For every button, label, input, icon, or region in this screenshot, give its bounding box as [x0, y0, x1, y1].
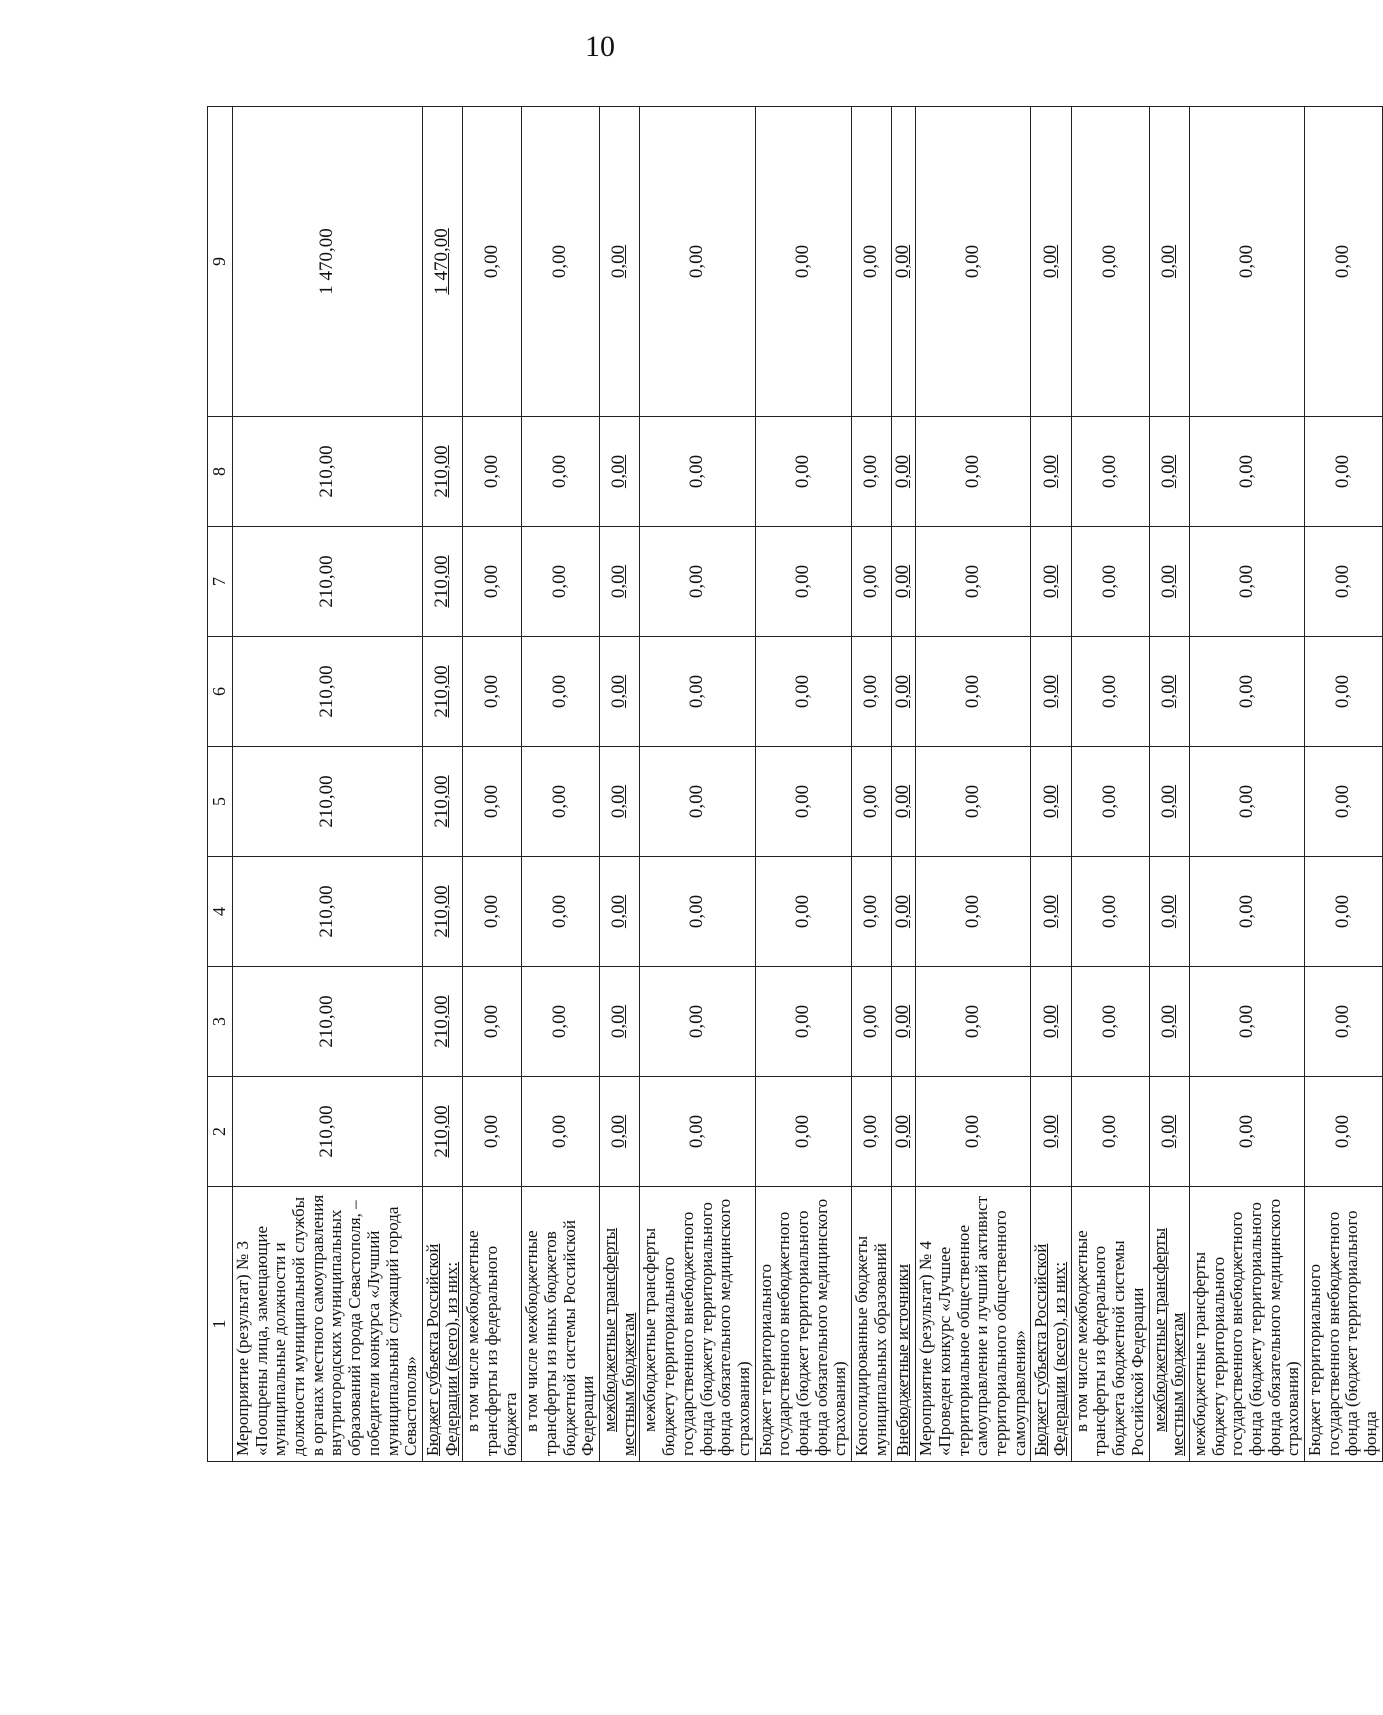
value-cell	[600, 637, 640, 747]
value-text: 0,00	[686, 564, 708, 599]
column-header: 4	[208, 857, 233, 967]
value-cell	[755, 1077, 851, 1187]
header-row	[208, 107, 233, 1462]
value-text: 0,00	[860, 244, 882, 279]
value-cell	[892, 967, 916, 1077]
value-cell	[852, 417, 892, 527]
value-text: 0,00	[1331, 1114, 1353, 1149]
value-cell	[1189, 527, 1304, 637]
value-cell	[1189, 1077, 1304, 1187]
table-row	[463, 107, 522, 1462]
value-cell	[852, 857, 892, 967]
value-text: 210,00	[315, 1105, 337, 1158]
value-cell	[640, 107, 755, 417]
column-header: 1	[208, 1187, 233, 1462]
table-row	[600, 107, 640, 1462]
value-text: 0,00	[549, 454, 571, 489]
row-label-text: Бюджет субъекта Российской Федерации (всего), из них:	[1031, 1243, 1070, 1456]
value-text: 0,00	[961, 1004, 983, 1039]
value-cell	[422, 857, 462, 967]
value-text: 0,00	[480, 564, 502, 599]
table-row	[1071, 107, 1149, 1462]
row-label-text: в том числе межбюджетные трансферты из федерального бюджета	[463, 1230, 520, 1456]
value-text: 0,00	[1157, 1114, 1179, 1149]
budget-table-rotated	[207, 107, 1381, 1462]
value-text: 0,00	[1235, 1004, 1257, 1039]
value-cell	[852, 637, 892, 747]
value-text: 0,00	[1098, 894, 1120, 929]
value-text: 210,00	[431, 445, 453, 498]
value-text: 0,00	[1039, 784, 1061, 819]
value-text: 0,00	[549, 674, 571, 709]
value-text: 0,00	[791, 454, 813, 489]
value-text: 0,00	[1331, 894, 1353, 929]
value-cell	[892, 1077, 916, 1187]
value-cell	[600, 107, 640, 417]
value-text: 0,00	[1157, 1004, 1179, 1039]
value-cell	[1189, 747, 1304, 857]
value-text: 210,00	[431, 555, 453, 608]
row-label	[600, 1187, 640, 1462]
value-cell	[233, 417, 423, 527]
value-cell	[852, 107, 892, 417]
value-cell	[1305, 417, 1383, 527]
value-cell	[1189, 637, 1304, 747]
value-text: 0,00	[549, 1114, 571, 1149]
row-label-text: межбюджетные трансферты местным бюджетам	[1149, 1228, 1188, 1456]
value-cell	[892, 637, 916, 747]
value-cell	[1149, 1077, 1189, 1187]
value-text: 210,00	[431, 1105, 453, 1158]
value-text: 0,00	[892, 564, 914, 599]
row-label	[1071, 1187, 1149, 1462]
value-cell	[1071, 637, 1149, 747]
value-text: 0,00	[549, 1004, 571, 1039]
value-cell	[463, 107, 522, 417]
row-label-text: Мероприятие (результат) № 4 «Проведен конкурс «Лучшее территориальное общественное самоуправление и лучший активист территориального общественного самоуправления»	[916, 1196, 1029, 1456]
value-text: 0,00	[1098, 244, 1120, 279]
table-row	[233, 107, 423, 1462]
value-text: 0,00	[1098, 564, 1120, 599]
value-cell	[1031, 747, 1071, 857]
value-cell	[1071, 967, 1149, 1077]
value-cell	[463, 417, 522, 527]
value-cell	[1071, 417, 1149, 527]
row-label-text: Мероприятие (результат) № 3 «Поощрены лица, замещающие муниципальные должности и должности муниципальной службы в органах местного самоуправления внутригородских муниципальных образований города Севастополя, – победители конкурса «Лучший муниципальный служащий города Севастополя»	[233, 1194, 421, 1456]
value-text: 0,00	[1157, 784, 1179, 819]
table-row	[1189, 107, 1304, 1462]
value-text: 0,00	[1098, 784, 1120, 819]
value-text: 0,00	[686, 674, 708, 709]
value-cell	[600, 527, 640, 637]
value-cell	[463, 637, 522, 747]
value-cell	[640, 967, 755, 1077]
value-text: 210,00	[315, 555, 337, 608]
value-text: 0,00	[961, 784, 983, 819]
value-cell	[640, 637, 755, 747]
table-row	[522, 107, 600, 1462]
table-row	[852, 107, 892, 1462]
value-cell	[1031, 637, 1071, 747]
value-text: 0,00	[480, 784, 502, 819]
column-header: 3	[208, 967, 233, 1077]
value-cell	[1189, 967, 1304, 1077]
value-cell	[852, 747, 892, 857]
value-cell	[1305, 967, 1383, 1077]
value-cell	[233, 1077, 423, 1187]
table-body	[233, 107, 1383, 1462]
row-label-text: Бюджет территориального государственного внебюджетного фонда (бюджет территориального фонда	[1305, 1210, 1381, 1456]
column-header: 8	[208, 417, 233, 527]
value-text: 0,00	[892, 674, 914, 709]
value-cell	[1031, 107, 1071, 417]
value-cell	[640, 1077, 755, 1187]
value-text: 210,00	[315, 775, 337, 828]
value-text: 0,00	[686, 894, 708, 929]
value-cell	[1031, 1077, 1071, 1187]
value-text: 210,00	[431, 665, 453, 718]
value-cell	[233, 637, 423, 747]
value-text: 0,00	[480, 1114, 502, 1149]
value-cell	[233, 527, 423, 637]
value-cell	[600, 747, 640, 857]
value-cell	[916, 527, 1031, 637]
value-text: 0,00	[1039, 454, 1061, 489]
value-text: 0,00	[1331, 564, 1353, 599]
value-cell	[522, 107, 600, 417]
value-cell	[640, 857, 755, 967]
value-cell	[522, 967, 600, 1077]
table-row	[1031, 107, 1071, 1462]
value-cell	[1305, 637, 1383, 747]
value-cell	[1031, 967, 1071, 1077]
value-text: 0,00	[549, 244, 571, 279]
value-cell	[755, 967, 851, 1077]
value-cell	[916, 107, 1031, 417]
value-cell	[755, 527, 851, 637]
value-text: 0,00	[1039, 244, 1061, 279]
value-text: 210,00	[315, 445, 337, 498]
table-row	[916, 107, 1031, 1462]
value-text: 0,00	[686, 784, 708, 819]
value-text: 0,00	[791, 1004, 813, 1039]
value-text: 0,00	[549, 784, 571, 819]
value-text: 0,00	[1157, 674, 1179, 709]
row-label-text: Бюджет субъекта Российской Федерации (всего), из них:	[422, 1243, 461, 1456]
value-text: 0,00	[1331, 454, 1353, 489]
value-cell	[522, 857, 600, 967]
row-label-text: в том числе межбюджетные трансферты из федерального бюджета бюджетной системы Российской Федерации	[1071, 1230, 1147, 1456]
value-text: 0,00	[1039, 1114, 1061, 1149]
value-text: 0,00	[1331, 674, 1353, 709]
value-cell	[916, 967, 1031, 1077]
value-cell	[755, 417, 851, 527]
value-text: 0,00	[892, 1004, 914, 1039]
row-label-text: в том числе межбюджетные трансферты из иных бюджетов бюджетной системы Российской Федерации	[522, 1220, 598, 1456]
value-text: 0,00	[686, 244, 708, 279]
value-text: 0,00	[1235, 674, 1257, 709]
value-cell	[1305, 527, 1383, 637]
value-text: 0,00	[892, 784, 914, 819]
column-header: 6	[208, 637, 233, 747]
value-text: 0,00	[860, 564, 882, 599]
value-cell	[600, 967, 640, 1077]
value-text: 0,00	[549, 564, 571, 599]
page-number: 10	[585, 30, 615, 63]
value-text: 0,00	[686, 454, 708, 489]
value-text: 0,00	[608, 894, 630, 929]
value-text: 0,00	[686, 1004, 708, 1039]
value-text: 0,00	[1235, 244, 1257, 279]
value-text: 0,00	[791, 674, 813, 709]
value-cell	[852, 967, 892, 1077]
value-text: 0,00	[1235, 564, 1257, 599]
table-row	[892, 107, 916, 1462]
value-cell	[1149, 107, 1189, 417]
value-cell	[522, 1077, 600, 1187]
table-row	[755, 107, 851, 1462]
value-text: 0,00	[480, 894, 502, 929]
budget-table	[207, 106, 1383, 1462]
value-cell	[1031, 417, 1071, 527]
row-label	[916, 1187, 1031, 1462]
value-text: 0,00	[892, 454, 914, 489]
value-cell	[1189, 417, 1304, 527]
row-label-text: межбюджетные трансферты бюджету территориального государственного внебюджетного фонда (бюджету территориального фонда обязательного медицинского страхования)	[1189, 1198, 1303, 1456]
value-text: 0,00	[608, 564, 630, 599]
value-text: 0,00	[1098, 1004, 1120, 1039]
value-cell	[233, 857, 423, 967]
value-cell	[422, 967, 462, 1077]
value-text: 0,00	[608, 674, 630, 709]
row-label-text: межбюджетные трансферты бюджету территориального государственного внебюджетного фонда (бюджету территориального фонда обязательного медицинского страхования)	[640, 1198, 753, 1456]
column-header: 7	[208, 527, 233, 637]
table-row	[1149, 107, 1189, 1462]
value-text: 0,00	[791, 894, 813, 929]
value-cell	[1071, 1077, 1149, 1187]
value-cell	[463, 527, 522, 637]
value-cell	[1149, 857, 1189, 967]
value-cell	[892, 747, 916, 857]
value-cell	[916, 1077, 1031, 1187]
value-text: 0,00	[791, 784, 813, 819]
value-cell	[233, 747, 423, 857]
value-text: 0,00	[1331, 1004, 1353, 1039]
value-text: 0,00	[961, 1114, 983, 1149]
value-cell	[422, 1077, 462, 1187]
row-label	[1149, 1187, 1189, 1462]
value-text: 0,00	[1098, 674, 1120, 709]
row-label	[422, 1187, 462, 1462]
value-text: 0,00	[860, 454, 882, 489]
value-text: 0,00	[686, 1114, 708, 1149]
value-cell	[755, 637, 851, 747]
value-text: 0,00	[860, 1114, 882, 1149]
row-label-text: Внебюджетные источники	[893, 1264, 913, 1456]
value-text: 0,00	[1331, 244, 1353, 279]
value-cell	[1149, 747, 1189, 857]
value-cell	[1149, 967, 1189, 1077]
value-text: 0,00	[1235, 784, 1257, 819]
row-label	[892, 1187, 916, 1462]
row-label-text: Консолидированные бюджеты муниципальных образований	[852, 1235, 890, 1456]
value-text: 210,00	[431, 885, 453, 938]
value-cell	[600, 417, 640, 527]
value-text: 0,00	[961, 894, 983, 929]
value-cell	[892, 107, 916, 417]
value-text: 0,00	[480, 1004, 502, 1039]
value-cell	[422, 107, 462, 417]
value-text: 0,00	[860, 894, 882, 929]
value-cell	[640, 527, 755, 637]
value-cell	[1305, 857, 1383, 967]
column-header: 9	[208, 107, 233, 417]
value-cell	[422, 747, 462, 857]
value-text: 0,00	[791, 1114, 813, 1149]
value-text: 0,00	[892, 244, 914, 279]
value-text: 0,00	[1157, 564, 1179, 599]
value-cell	[1305, 1077, 1383, 1187]
value-text: 210,00	[431, 995, 453, 1048]
value-text: 0,00	[860, 784, 882, 819]
value-cell	[600, 1077, 640, 1187]
table-row	[422, 107, 462, 1462]
value-text: 0,00	[961, 564, 983, 599]
value-cell	[1031, 527, 1071, 637]
value-text: 0,00	[961, 674, 983, 709]
value-text: 210,00	[315, 665, 337, 718]
value-text: 0,00	[608, 454, 630, 489]
value-cell	[1149, 417, 1189, 527]
value-cell	[522, 747, 600, 857]
value-text: 210,00	[315, 885, 337, 938]
value-cell	[1031, 857, 1071, 967]
value-cell	[1071, 747, 1149, 857]
value-cell	[233, 107, 423, 417]
value-text: 0,00	[860, 674, 882, 709]
value-cell	[1149, 637, 1189, 747]
value-text: 0,00	[1039, 674, 1061, 709]
value-text: 0,00	[1235, 1114, 1257, 1149]
value-cell	[640, 417, 755, 527]
value-cell	[522, 527, 600, 637]
value-text: 0,00	[1098, 1114, 1120, 1149]
value-text: 0,00	[961, 454, 983, 489]
row-label	[1305, 1187, 1383, 1462]
value-cell	[463, 747, 522, 857]
value-cell	[640, 747, 755, 857]
value-text: 0,00	[791, 244, 813, 279]
value-cell	[852, 527, 892, 637]
value-text: 0,00	[480, 454, 502, 489]
value-cell	[422, 527, 462, 637]
value-text: 0,00	[961, 244, 983, 279]
value-text: 0,00	[549, 894, 571, 929]
value-text: 0,00	[608, 784, 630, 819]
row-label	[640, 1187, 755, 1462]
value-text: 0,00	[892, 894, 914, 929]
value-cell	[755, 857, 851, 967]
value-cell	[463, 1077, 522, 1187]
value-cell	[422, 417, 462, 527]
value-text: 0,00	[608, 244, 630, 279]
value-text: 0,00	[608, 1114, 630, 1149]
value-text: 1 470,00	[431, 228, 453, 295]
value-cell	[1071, 527, 1149, 637]
value-cell	[755, 107, 851, 417]
value-text: 0,00	[1235, 894, 1257, 929]
value-text: 0,00	[892, 1114, 914, 1149]
value-cell	[522, 637, 600, 747]
value-text: 210,00	[315, 995, 337, 1048]
value-cell	[463, 967, 522, 1077]
value-cell	[892, 527, 916, 637]
value-cell	[916, 417, 1031, 527]
value-text: 0,00	[480, 244, 502, 279]
value-cell	[1149, 527, 1189, 637]
value-text: 0,00	[1039, 1004, 1061, 1039]
value-text: 210,00	[431, 775, 453, 828]
value-text: 0,00	[791, 564, 813, 599]
table-row	[640, 107, 755, 1462]
row-label	[522, 1187, 600, 1462]
value-text: 1 470,00	[315, 228, 337, 295]
row-label	[755, 1187, 851, 1462]
value-cell	[1071, 107, 1149, 417]
value-text: 0,00	[608, 1004, 630, 1039]
value-cell	[852, 1077, 892, 1187]
row-label	[233, 1187, 423, 1462]
value-cell	[600, 857, 640, 967]
value-cell	[755, 747, 851, 857]
row-label	[852, 1187, 892, 1462]
table-row	[1305, 107, 1383, 1462]
value-cell	[916, 637, 1031, 747]
value-cell	[463, 857, 522, 967]
value-cell	[892, 417, 916, 527]
value-text: 0,00	[1039, 564, 1061, 599]
value-cell	[1071, 857, 1149, 967]
row-label	[1189, 1187, 1304, 1462]
value-cell	[1189, 107, 1304, 417]
value-text: 0,00	[1098, 454, 1120, 489]
value-text: 0,00	[1235, 454, 1257, 489]
value-text: 0,00	[1157, 244, 1179, 279]
value-cell	[1305, 747, 1383, 857]
value-cell	[1305, 107, 1383, 417]
row-label-text: Бюджет территориального государственного внебюджетного фонда (бюджет территориального фонда обязательного медицинского страхования)	[755, 1198, 850, 1456]
value-text: 0,00	[1157, 454, 1179, 489]
column-header: 2	[208, 1077, 233, 1187]
row-label	[463, 1187, 522, 1462]
value-cell	[916, 857, 1031, 967]
value-cell	[892, 857, 916, 967]
row-label	[1031, 1187, 1071, 1462]
value-cell	[522, 417, 600, 527]
value-text: 0,00	[860, 1004, 882, 1039]
value-cell	[1189, 857, 1304, 967]
value-cell	[233, 967, 423, 1077]
value-text: 0,00	[1039, 894, 1061, 929]
row-label-text: межбюджетные трансферты местным бюджетам	[600, 1228, 638, 1456]
column-header: 5	[208, 747, 233, 857]
value-text: 0,00	[1331, 784, 1353, 819]
value-cell	[916, 747, 1031, 857]
value-text: 0,00	[480, 674, 502, 709]
value-text: 0,00	[1157, 894, 1179, 929]
value-cell	[422, 637, 462, 747]
